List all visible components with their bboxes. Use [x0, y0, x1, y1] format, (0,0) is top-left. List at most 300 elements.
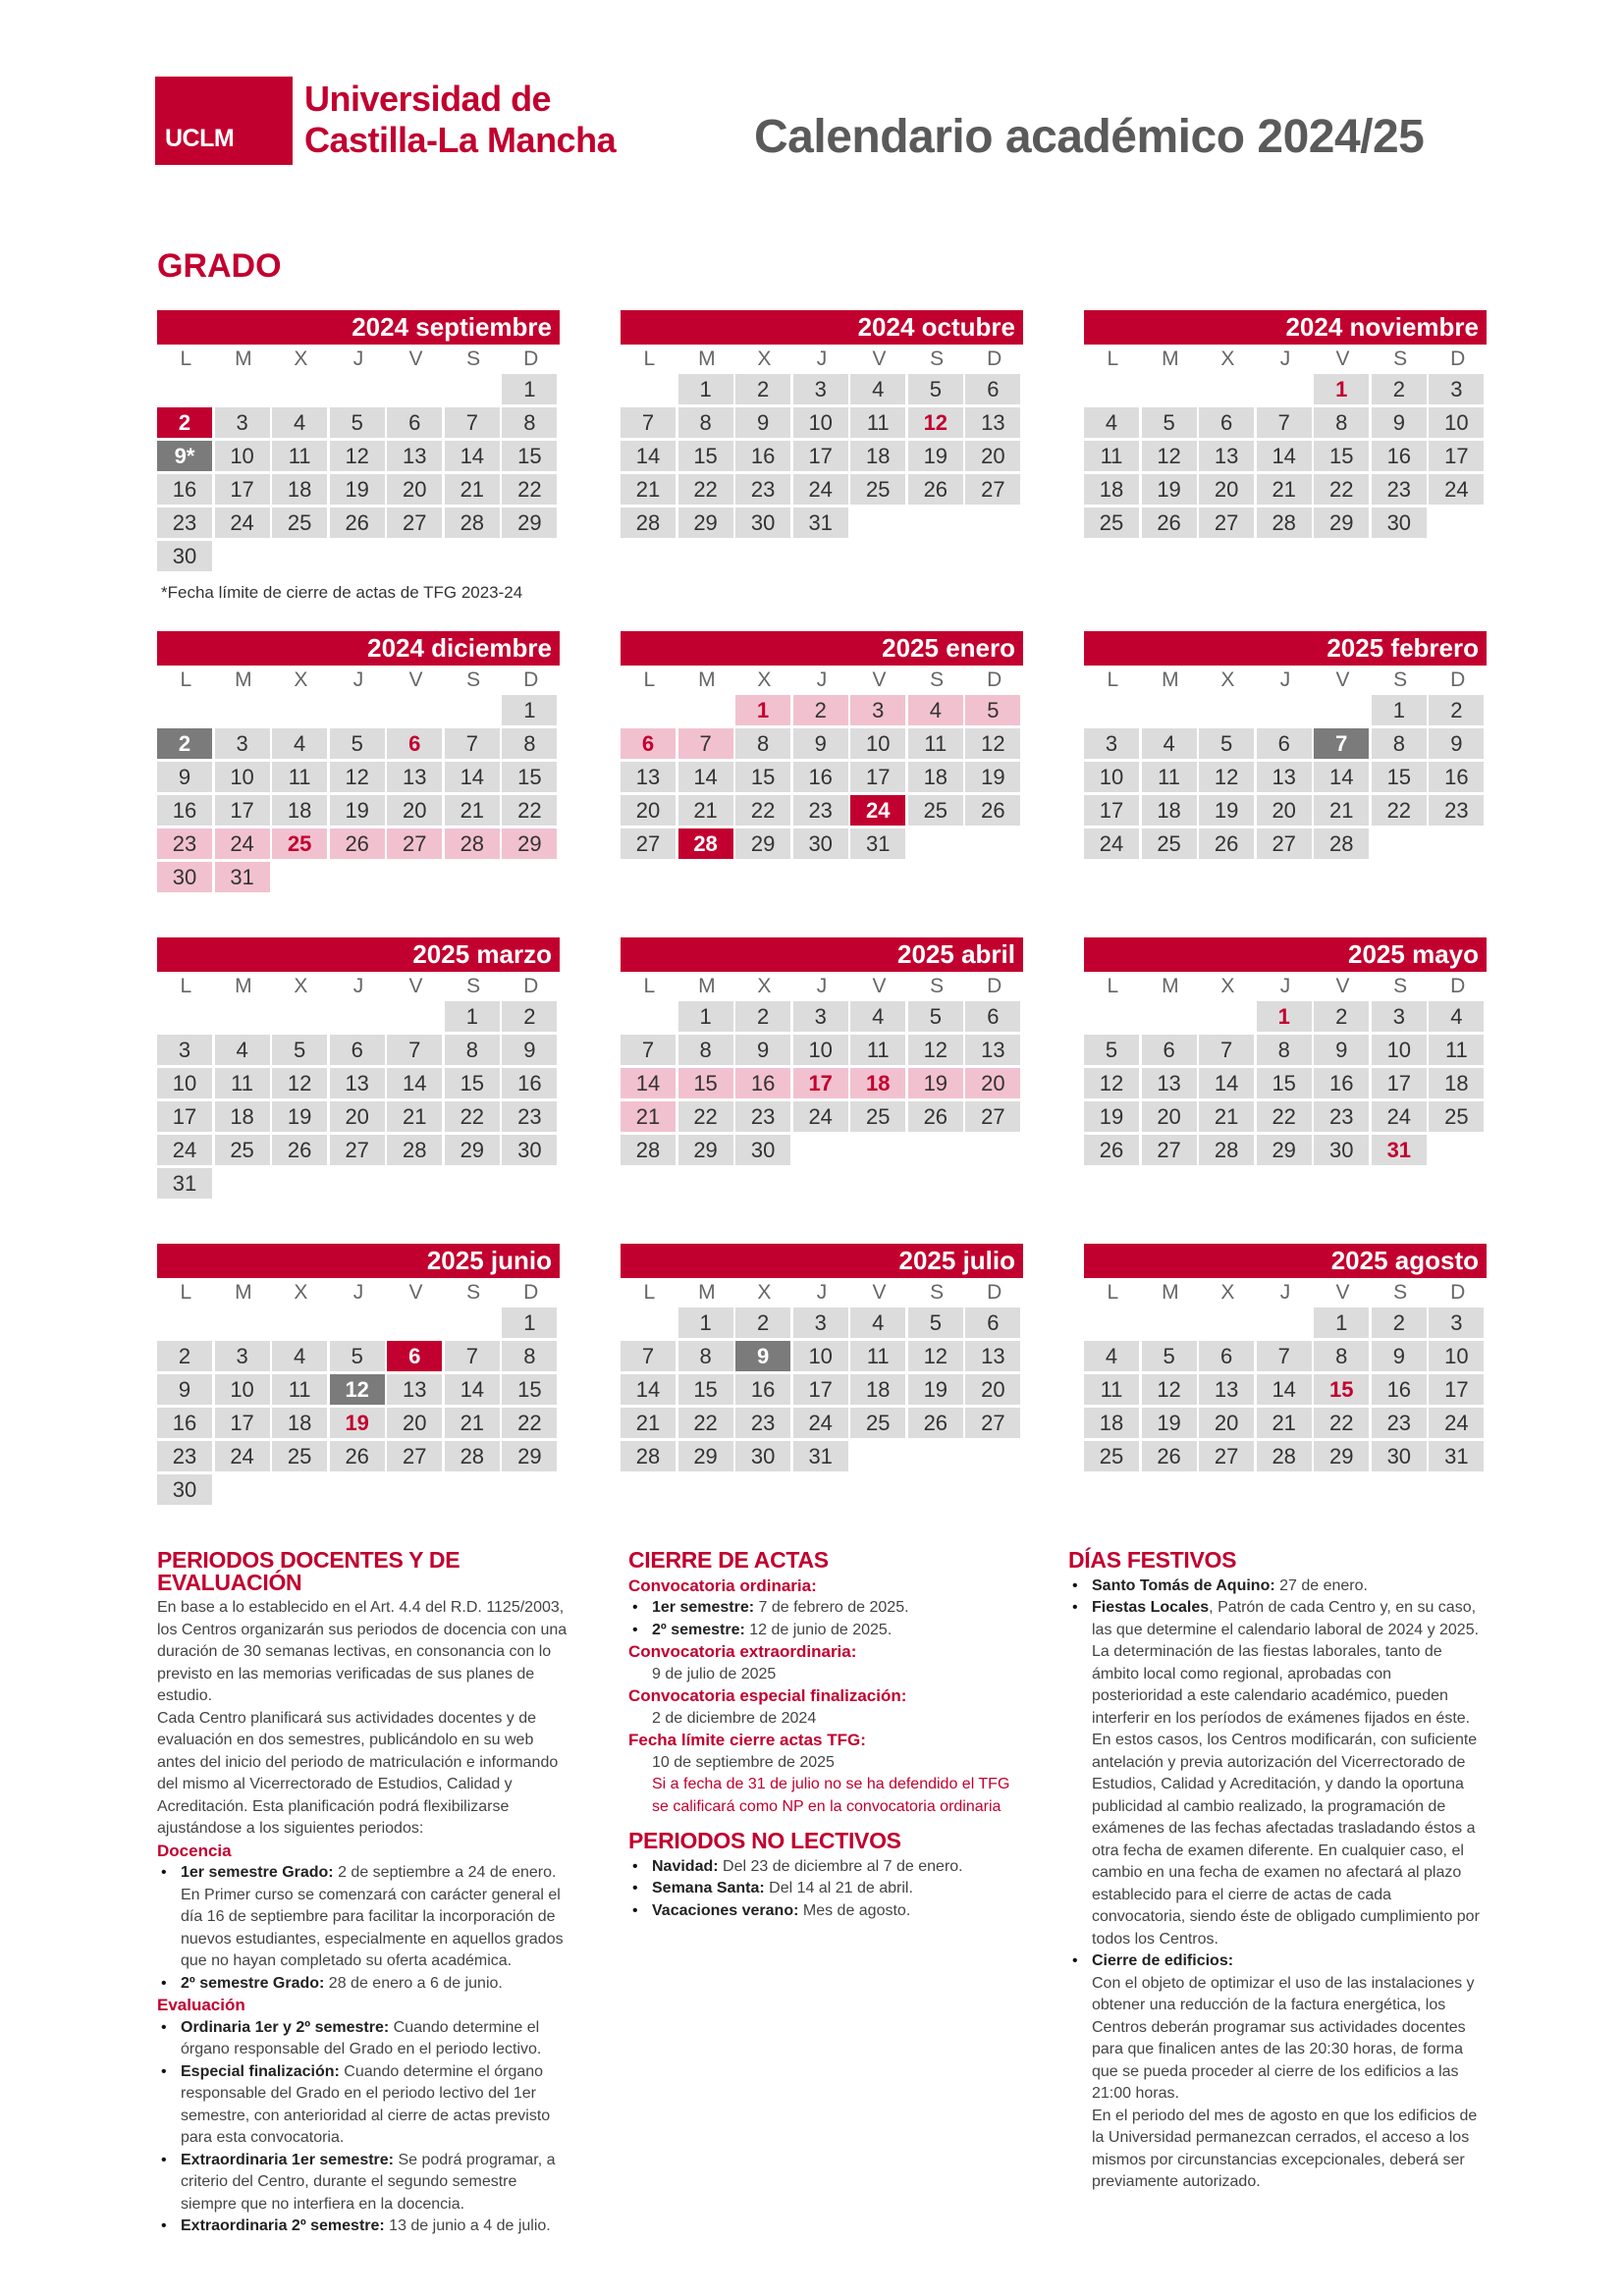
day-grid: [621, 1308, 1023, 1474]
day-cell: 14: [1199, 1068, 1254, 1098]
empty-cell: [678, 695, 733, 725]
day-cell: 2: [1429, 695, 1484, 725]
day-cell: 20: [387, 1408, 442, 1438]
day-cell: 5: [1199, 728, 1254, 759]
day-cell: 28: [445, 828, 500, 859]
day-cell: 27: [1142, 1135, 1197, 1165]
weekday-label: L: [1107, 1281, 1119, 1304]
day-cell: 29: [678, 1135, 733, 1165]
day-cell: 12: [1084, 1068, 1139, 1098]
day-cell: 9: [157, 1374, 212, 1405]
day-cell: 2: [793, 695, 848, 725]
day-cell: 13: [1257, 762, 1312, 792]
day-cell: 15: [1257, 1068, 1312, 1098]
day-cell: 16: [793, 762, 848, 792]
weekday-label: J: [1279, 668, 1291, 691]
day-cell: 16: [1372, 1374, 1427, 1405]
day-grid: [157, 695, 560, 895]
day-cell: 7: [445, 728, 500, 759]
day-cell: 13: [387, 441, 442, 471]
weekday-label: L: [643, 347, 656, 370]
empty-cell: [215, 1308, 270, 1338]
day-cell: 11: [850, 407, 905, 438]
day-cell: 12: [908, 407, 963, 438]
day-cell: 8: [678, 1341, 733, 1371]
day-cell: 14: [678, 762, 733, 792]
day-cell: 28: [621, 507, 676, 538]
weekday-label: D: [523, 975, 539, 997]
day-cell: 22: [678, 474, 733, 505]
day-cell: 3: [793, 374, 848, 404]
day-cell: 7: [445, 407, 500, 438]
day-cell: 19: [1142, 1408, 1197, 1438]
logo-mark: [155, 77, 293, 165]
day-cell: 21: [1257, 1408, 1312, 1438]
day-cell: 5: [330, 1341, 385, 1371]
day-cell: 18: [1142, 795, 1197, 826]
day-cell: 5: [908, 1001, 963, 1032]
day-cell: 17: [793, 1374, 848, 1405]
day-cell: 20: [387, 795, 442, 826]
day-cell: 31: [793, 507, 848, 538]
day-cell: 9: [1314, 1035, 1369, 1065]
day-cell: 9: [793, 728, 848, 759]
month-calendar: [1084, 310, 1487, 541]
day-cell: 15: [502, 441, 557, 471]
empty-cell: [1084, 1001, 1139, 1032]
docencia-label: 2º semestre Grado:: [181, 1974, 325, 1992]
month-calendar: [621, 631, 1023, 862]
day-cell: 25: [1084, 1441, 1139, 1471]
day-cell: 4: [1084, 1341, 1139, 1371]
day-cell: 24: [1084, 828, 1139, 859]
festivos-label: Fiestas Locales: [1092, 1599, 1210, 1616]
day-cell: 2: [735, 1001, 790, 1032]
day-cell: 29: [735, 828, 790, 859]
day-cell: 25: [272, 828, 327, 859]
day-cell: 21: [445, 1408, 500, 1438]
weekday-label: M: [698, 347, 716, 370]
empty-cell: [1084, 374, 1139, 404]
day-cell: 15: [445, 1068, 500, 1098]
weekday-label: S: [466, 347, 481, 370]
month-calendar: [621, 310, 1023, 541]
day-cell: 14: [445, 762, 500, 792]
weekday-label: V: [408, 347, 423, 370]
day-cell: 15: [1372, 762, 1427, 792]
weekday-label: X: [757, 975, 772, 997]
day-cell: 23: [502, 1101, 557, 1132]
day-cell: 11: [908, 728, 963, 759]
evaluacion-label: Especial finalización:: [181, 2062, 340, 2080]
weekday-label: L: [180, 347, 192, 370]
empty-cell: [330, 695, 385, 725]
day-cell: 25: [850, 1101, 905, 1132]
day-cell: 13: [387, 762, 442, 792]
day-cell: 17: [793, 1068, 848, 1098]
day-cell: 1: [1314, 1308, 1369, 1338]
day-cell: 27: [965, 1101, 1020, 1132]
evaluacion-label: Extraordinaria 2º semestre:: [181, 2217, 385, 2234]
day-cell: 22: [678, 1101, 733, 1132]
day-cell: 1: [502, 695, 557, 725]
weekday-label: J: [352, 1281, 364, 1304]
weekday-label: D: [523, 668, 539, 691]
day-cell: 7: [1257, 1341, 1312, 1371]
day-cell: 13: [965, 407, 1020, 438]
day-cell: 4: [272, 1341, 327, 1371]
empty-cell: [1142, 1308, 1197, 1338]
day-cell: 12: [272, 1068, 327, 1098]
day-cell: 29: [502, 828, 557, 859]
day-cell: 25: [1142, 828, 1197, 859]
weekday-label: V: [1335, 975, 1350, 997]
empty-cell: [330, 374, 385, 404]
weekday-label: V: [408, 975, 423, 997]
day-cell: 22: [1314, 1408, 1369, 1438]
day-cell: 2: [1314, 1001, 1369, 1032]
day-cell: 17: [1429, 1374, 1484, 1405]
nolectivos-label: Vacaciones verano:: [652, 1901, 799, 1919]
evaluacion-item: [157, 2150, 574, 2216]
day-cell: 28: [445, 1441, 500, 1471]
evaluacion-text: Cuando determine el órgano responsable del Grado en el periodo lectivo.: [181, 2018, 542, 2057]
day-cell: 8: [1372, 728, 1427, 759]
day-cell: 9: [735, 1035, 790, 1065]
day-cell: 8: [502, 1341, 557, 1371]
day-cell: 26: [1142, 507, 1197, 538]
day-cell: 22: [1372, 795, 1427, 826]
day-cell: 11: [215, 1068, 270, 1098]
day-cell: 5: [1084, 1035, 1139, 1065]
day-cell: 2: [157, 407, 212, 438]
day-cell: 5: [330, 407, 385, 438]
day-cell: 23: [1372, 474, 1427, 505]
empty-cell: [1142, 374, 1197, 404]
weekday-label: X: [1220, 975, 1235, 997]
empty-cell: [1199, 1001, 1254, 1032]
day-cell: 18: [1084, 1408, 1139, 1438]
day-cell: 5: [1142, 407, 1197, 438]
day-cell: 16: [735, 441, 790, 471]
day-cell: 16: [157, 795, 212, 826]
day-cell: 18: [215, 1101, 270, 1132]
weekday-row: [157, 666, 560, 695]
day-cell: 7: [1314, 728, 1369, 759]
weekday-label: J: [816, 668, 828, 691]
day-cell: 14: [1257, 441, 1312, 471]
day-cell: 29: [1314, 507, 1369, 538]
day-cell: 22: [445, 1101, 500, 1132]
day-cell: 6: [387, 407, 442, 438]
day-cell: 7: [1257, 407, 1312, 438]
day-cell: 26: [908, 1101, 963, 1132]
day-cell: 12: [908, 1035, 963, 1065]
periodos-section: [157, 1549, 574, 2238]
weekday-label: X: [294, 668, 308, 691]
weekday-label: V: [872, 668, 887, 691]
day-cell: 10: [793, 407, 848, 438]
nolectivos-text: Del 23 de diciembre al 7 de enero.: [718, 1857, 963, 1875]
ordinaria-text: 7 de febrero de 2025.: [754, 1599, 909, 1616]
evaluacion-text: 13 de junio a 4 de julio.: [384, 2217, 551, 2234]
weekday-label: D: [1450, 975, 1466, 997]
day-cell: 8: [445, 1035, 500, 1065]
day-cell: 15: [678, 441, 733, 471]
day-cell: 5: [965, 695, 1020, 725]
day-cell: 19: [1142, 474, 1197, 505]
day-cell: 20: [965, 441, 1020, 471]
day-cell: 6: [1199, 407, 1254, 438]
day-cell: 20: [387, 474, 442, 505]
page-title: Calendario académico 2024/25: [754, 111, 1425, 163]
day-cell: 8: [1257, 1035, 1312, 1065]
nolectivos-item: [628, 1878, 1021, 1900]
logo-name: [304, 79, 616, 161]
weekday-label: M: [698, 975, 716, 997]
month-calendar: [157, 937, 560, 1201]
periodos-intro1: En base a lo establecido en el Art. 4.4 del R.D. 1125/2003, los Centros organizarán sus periodos de docencia con una duración de 30 semanas lectivas, en consonancia con lo previsto en las memorias verificadas de sus planes de estudio.: [157, 1599, 568, 1704]
day-cell: 29: [1314, 1441, 1369, 1471]
day-cell: 15: [678, 1068, 733, 1098]
day-grid: [1084, 374, 1487, 541]
weekday-row: [1084, 345, 1487, 374]
month-calendar: [157, 310, 560, 574]
day-cell: 25: [272, 1441, 327, 1471]
day-cell: 26: [330, 507, 385, 538]
day-cell: 19: [1199, 795, 1254, 826]
day-cell: 30: [1372, 1441, 1427, 1471]
day-cell: 30: [157, 1474, 212, 1505]
day-cell: 28: [621, 1135, 676, 1165]
logo-abbr: UCLM: [165, 125, 235, 152]
day-cell: 24: [793, 1408, 848, 1438]
festivos-text: En el periodo del mes de agosto en que los edificios de la Universidad permanezcan cerrados, el acceso a los mismos por circunstancias excepcionales, deberá ser previamente autorizado.: [1092, 2107, 1478, 2190]
day-cell: 15: [502, 1374, 557, 1405]
day-cell: 1: [502, 374, 557, 404]
day-cell: 24: [215, 828, 270, 859]
month-title: 2025 abril: [621, 937, 1023, 972]
day-grid: [621, 374, 1023, 541]
day-cell: 1: [1257, 1001, 1312, 1032]
day-cell: 12: [965, 728, 1020, 759]
day-cell: 6: [965, 374, 1020, 404]
weekday-label: S: [1393, 668, 1408, 691]
day-cell: 21: [445, 474, 500, 505]
month-title: 2025 agosto: [1084, 1244, 1487, 1278]
festivos-label: Cierre de edificios:: [1092, 1952, 1234, 1969]
weekday-row: [621, 345, 1023, 374]
day-cell: 6: [1257, 728, 1312, 759]
day-cell: 19: [330, 795, 385, 826]
day-cell: 14: [387, 1068, 442, 1098]
empty-cell: [445, 695, 500, 725]
day-cell: 27: [1199, 1441, 1254, 1471]
nolectivos-text: Del 14 al 21 de abril.: [764, 1880, 913, 1896]
day-cell: 18: [1084, 474, 1139, 505]
day-cell: 13: [621, 762, 676, 792]
day-cell: 23: [157, 828, 212, 859]
weekday-label: D: [523, 1281, 539, 1304]
docencia-title: Docencia: [157, 1841, 232, 1860]
day-cell: 14: [445, 1374, 500, 1405]
day-cell: 26: [908, 1408, 963, 1438]
weekday-label: S: [466, 668, 481, 691]
weekday-label: S: [930, 975, 945, 997]
empty-cell: [1199, 374, 1254, 404]
day-cell: 8: [735, 728, 790, 759]
weekday-row: [1084, 972, 1487, 1001]
weekday-label: D: [987, 347, 1002, 370]
day-cell: 21: [445, 795, 500, 826]
day-cell: 3: [1429, 1308, 1484, 1338]
day-cell: 18: [272, 795, 327, 826]
empty-cell: [1257, 374, 1312, 404]
day-cell: 14: [445, 441, 500, 471]
day-cell: 16: [735, 1068, 790, 1098]
empty-cell: [445, 374, 500, 404]
day-cell: 18: [1429, 1068, 1484, 1098]
weekday-label: M: [1162, 668, 1179, 691]
ordinaria-title: Convocatoria ordinaria:: [628, 1575, 817, 1595]
day-cell: 24: [215, 507, 270, 538]
day-cell: 17: [215, 474, 270, 505]
day-cell: 30: [1372, 507, 1427, 538]
day-cell: 9: [1429, 728, 1484, 759]
weekday-label: L: [643, 1281, 656, 1304]
day-cell: 17: [850, 762, 905, 792]
day-cell: 22: [502, 474, 557, 505]
day-cell: 3: [215, 407, 270, 438]
evaluacion-label: Extraordinaria 1er semestre:: [181, 2151, 394, 2168]
month-title: 2024 octubre: [621, 310, 1023, 345]
docencia-text: 2 de septiembre a 24 de enero.: [333, 1864, 557, 1881]
empty-cell: [1257, 1308, 1312, 1338]
day-cell: 28: [1314, 828, 1369, 859]
day-cell: 24: [793, 474, 848, 505]
day-cell: 18: [850, 1374, 905, 1405]
day-cell: 25: [1429, 1101, 1484, 1132]
day-cell: 1: [1372, 695, 1427, 725]
day-cell: 2: [1372, 374, 1427, 404]
festivos-text: Con el objeto de optimizar el uso de las instalaciones y obtener una reducción de la factura energética, los Centros deberán programar sus actividades docentes para que finalicen antes de las 20:30 horas, de forma que se pueda proceder al cierre de los edificios a las 21:00 horas.: [1092, 1974, 1475, 2102]
weekday-row: [621, 1278, 1023, 1308]
weekday-label: D: [987, 1281, 1002, 1304]
day-cell: 13: [1199, 1374, 1254, 1405]
day-cell: 2: [735, 374, 790, 404]
day-cell: 23: [1314, 1101, 1369, 1132]
day-cell: 18: [850, 441, 905, 471]
weekday-label: M: [235, 975, 252, 997]
day-cell: 11: [1084, 1374, 1139, 1405]
empty-cell: [387, 1001, 442, 1032]
nolectivos-title: PERIODOS NO LECTIVOS: [628, 1828, 901, 1853]
ordinaria-label: 2º semestre:: [652, 1621, 745, 1638]
day-cell: 9: [502, 1035, 557, 1065]
day-cell: 17: [157, 1101, 212, 1132]
weekday-label: D: [1450, 347, 1466, 370]
day-cell: 3: [1372, 1001, 1427, 1032]
day-cell: 30: [735, 1135, 790, 1165]
day-cell: 20: [330, 1101, 385, 1132]
day-cell: 4: [850, 1001, 905, 1032]
weekday-row: [157, 972, 560, 1001]
nolectivos-text: Mes de agosto.: [798, 1901, 911, 1919]
month-title: 2024 noviembre: [1084, 310, 1487, 345]
month-title: 2025 febrero: [1084, 631, 1487, 666]
day-cell: 7: [621, 1341, 676, 1371]
cierre-title: CIERRE DE ACTAS: [628, 1547, 829, 1573]
month-title: 2025 julio: [621, 1244, 1023, 1278]
day-cell: 23: [735, 1408, 790, 1438]
day-cell: 2: [1372, 1308, 1427, 1338]
docencia-item: [157, 1973, 574, 1996]
day-cell: 29: [678, 507, 733, 538]
day-cell: 26: [908, 474, 963, 505]
footnote: *Fecha límite de cierre de actas de TFG 2023-24: [161, 583, 523, 602]
day-cell: 26: [1084, 1135, 1139, 1165]
day-cell: 1: [445, 1001, 500, 1032]
day-cell: 31: [850, 828, 905, 859]
day-cell: 10: [1372, 1035, 1427, 1065]
day-cell: 21: [621, 1408, 676, 1438]
day-cell: 14: [1314, 762, 1369, 792]
day-cell: 18: [272, 474, 327, 505]
day-cell: 28: [1257, 507, 1312, 538]
day-cell: 7: [387, 1035, 442, 1065]
day-cell: 16: [1314, 1068, 1369, 1098]
day-cell: 23: [735, 474, 790, 505]
day-cell: 3: [850, 695, 905, 725]
month-calendar: [621, 1244, 1023, 1474]
weekday-label: L: [1107, 347, 1119, 370]
day-cell: 4: [272, 728, 327, 759]
month-title: 2024 septiembre: [157, 310, 560, 345]
weekday-label: S: [1393, 1281, 1408, 1304]
day-cell: 22: [678, 1408, 733, 1438]
weekday-label: D: [987, 975, 1002, 997]
day-cell: 10: [793, 1035, 848, 1065]
day-cell: 1: [735, 695, 790, 725]
weekday-label: M: [235, 1281, 252, 1304]
tfg-note: Si a fecha de 31 de julio no se ha defendido el TFG se calificará como NP en la convocatoria ordinaria: [652, 1776, 1010, 1815]
weekday-label: S: [1393, 975, 1408, 997]
day-cell: 16: [157, 1408, 212, 1438]
day-cell: 22: [735, 795, 790, 826]
day-cell: 6: [387, 1341, 442, 1371]
weekday-label: S: [930, 1281, 945, 1304]
day-grid: [157, 1308, 560, 1508]
weekday-label: J: [1279, 1281, 1291, 1304]
day-cell: 12: [1199, 762, 1254, 792]
month-title: 2025 mayo: [1084, 937, 1487, 972]
weekday-label: S: [930, 347, 945, 370]
day-cell: 22: [1314, 474, 1369, 505]
day-cell: 25: [908, 795, 963, 826]
day-cell: 24: [850, 795, 905, 826]
ordinaria-item: [628, 1597, 1021, 1620]
weekday-label: X: [1220, 347, 1235, 370]
day-cell: 31: [215, 862, 270, 892]
day-cell: 27: [1199, 507, 1254, 538]
day-cell: 23: [1372, 1408, 1427, 1438]
day-cell: 19: [908, 441, 963, 471]
evaluacion-text: Cuando determine el órgano responsable del Grado en el periodo lectivo del 1er semestre, con anterioridad al cierre de actas previsto para esta convocatoria.: [181, 2062, 551, 2146]
day-cell: 25: [272, 507, 327, 538]
day-cell: 29: [678, 1441, 733, 1471]
day-cell: 17: [215, 795, 270, 826]
empty-cell: [272, 695, 327, 725]
